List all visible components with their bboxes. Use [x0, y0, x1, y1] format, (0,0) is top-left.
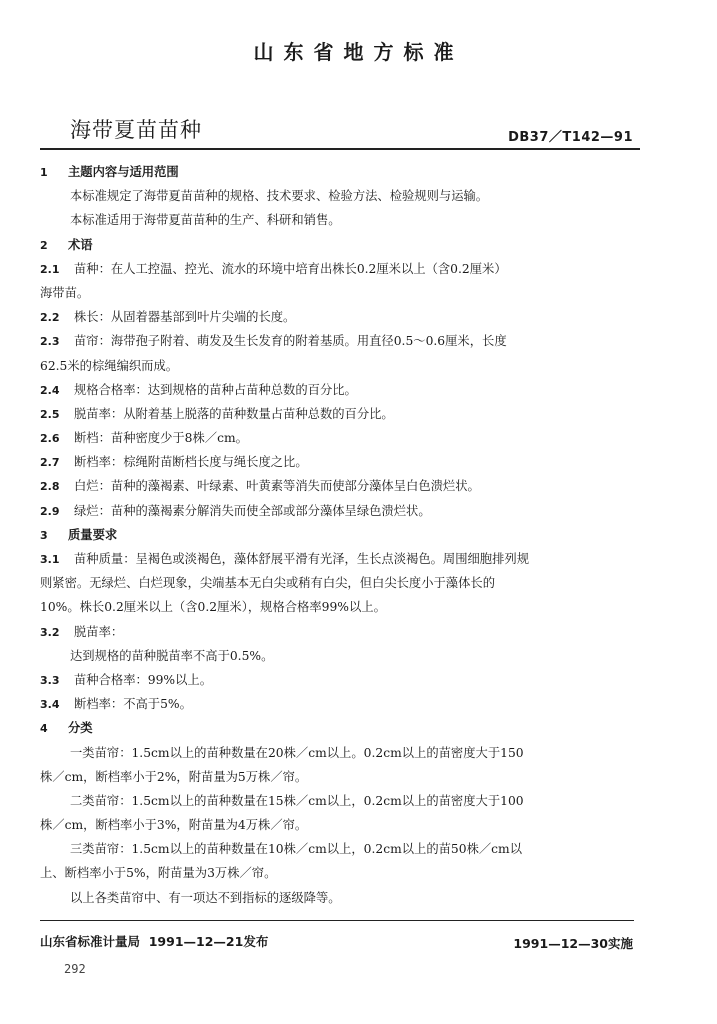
- text-line: 一类苗帘：1.5cm以上的苗种数量在20株／cm以上。0.2cm以上的苗密度大于150: [70, 745, 524, 760]
- page-number: 292: [64, 962, 86, 976]
- text-line: 株／cm，断档率小于3%，附苗量为4万株／帘。: [40, 818, 308, 833]
- top-divider: [40, 148, 640, 150]
- text-line: 二类苗帘：1.5cm以上的苗种数量在15株／cm以上，0.2cm以上的苗密度大于100: [70, 793, 524, 808]
- section-heading: [40, 523, 634, 547]
- text-line: 本标准适用于海带夏苗苗种的生产、科研和销售。: [70, 213, 341, 228]
- clause-text: 断档率：棕绳附苗断档长度与绳长度之比。: [74, 455, 308, 470]
- clause: [40, 692, 634, 716]
- clause-text: 株长：从固着器基部到叶片尖端的长度。: [74, 310, 296, 325]
- clause-text: 苗帘：海带孢子附着、萌发及生长发育的附着基质。用直径0.5～0.6厘米，长度: [74, 334, 507, 349]
- clause-number: 2.8: [40, 480, 60, 494]
- clause: [40, 378, 634, 402]
- implementation-date: 1991—12—30实施: [513, 936, 633, 951]
- clause-number: 2.3: [40, 335, 60, 349]
- issuer: 山东省标准计量局: [40, 934, 141, 949]
- section-heading: [40, 716, 634, 740]
- document-body: [40, 160, 634, 910]
- clause: [40, 402, 634, 426]
- clause: [40, 257, 634, 281]
- section-number: 3: [40, 528, 48, 542]
- clause-number: 2.5: [40, 407, 60, 421]
- clause: [40, 305, 634, 329]
- header-title: 山东省地方标准: [253, 40, 464, 64]
- clause-text: 苗种合格率：99%以上。: [74, 672, 213, 687]
- clause-text: 苗种质量：呈褐色或淡褐色，藻体舒展平滑有光泽，生长点淡褐色。周围细胞排列规: [74, 552, 529, 566]
- clause-number: 2.1: [40, 262, 60, 276]
- clause: [40, 450, 634, 474]
- clause-text: 脱苗率：: [74, 624, 124, 639]
- clause-text: 脱苗率：从附着基上脱落的苗种数量占苗种总数的百分比。: [74, 406, 394, 421]
- clause-number: 2.9: [40, 504, 60, 518]
- clause-number: 3.1: [40, 553, 60, 566]
- text-line: 62.5米的棕绳编织而成。: [40, 358, 179, 373]
- section-number: 2: [40, 238, 48, 252]
- section-number: 4: [40, 722, 48, 736]
- clause-text: 规格合格率：达到规格的苗种占苗种总数的百分比。: [74, 382, 357, 397]
- clause: [40, 474, 634, 498]
- text-line: 则紧密。无绿烂、白烂现象，尖端基本无白尖或稍有白尖，但白尖长度小于藻体长的: [40, 576, 495, 591]
- clause-number: 2.7: [40, 456, 60, 470]
- text-line: 本标准规定了海带夏苗苗种的规格、技术要求、检验方法、检验规则与运输。: [70, 189, 489, 204]
- text-line: 10%。株长0.2厘米以上（含0.2厘米），规格合格率99%以上。: [40, 600, 386, 615]
- clause: [40, 329, 634, 353]
- clause: [40, 499, 634, 523]
- clause-number: 2.4: [40, 383, 60, 397]
- text-line: 三类苗帘：1.5cm以上的苗种数量在10株／cm以上，0.2cm以上的苗50株／cm以: [70, 842, 523, 857]
- bottom-divider: [40, 920, 634, 921]
- section-title: 主题内容与适用范围: [68, 165, 179, 179]
- clause-text: 白烂：苗种的藻褐素、叶绿素、叶黄素等消失而使部分藻体呈白色溃烂状。: [74, 479, 480, 494]
- section-heading: [40, 233, 634, 257]
- clause-text: 断档率：不高于5%。: [74, 697, 192, 712]
- clause-text: 绿烂：苗种的藻褐素分解消失而使全部或部分藻体呈绿色溃烂状。: [74, 503, 431, 518]
- section-heading: [40, 160, 634, 184]
- section-title: 术语: [68, 237, 93, 252]
- text-line: 达到规格的苗种脱苗率不高于0.5%。: [70, 648, 274, 663]
- section-number: 1: [40, 166, 48, 179]
- standard-code: DB37／T142—91: [508, 130, 633, 145]
- clause-number: 2.6: [40, 432, 60, 446]
- text-line: 株／cm，断档率小于2%，附苗量为5万株／帘。: [40, 769, 308, 784]
- clause-number: 3.4: [40, 698, 60, 712]
- text-line: 海带苗。: [40, 285, 90, 300]
- clause-number: 2.2: [40, 311, 60, 325]
- section-title: 分类: [68, 721, 93, 736]
- clause-number: 3.2: [40, 625, 60, 639]
- clause-number: 3.3: [40, 673, 60, 687]
- text-line: 以上各类苗帘中、有一项达不到指标的逐级降等。: [70, 890, 341, 905]
- section-title: 质量要求: [68, 527, 118, 542]
- clause: [40, 620, 634, 644]
- standard-name: 海带夏苗苗种: [70, 118, 202, 142]
- clause: [40, 547, 634, 571]
- footer-issue: [40, 932, 268, 950]
- text-line: 上、断档率小于5%，附苗量为3万株／帘。: [40, 866, 277, 881]
- clause: [40, 668, 634, 692]
- issue-date: 1991—12—21发布: [148, 934, 269, 949]
- clause-text: 苗种：在人工控温、控光、流水的环境中培育出株长0.2厘米以上（含0.2厘米）: [74, 261, 507, 276]
- clause: [40, 426, 634, 450]
- clause-text: 断档：苗种密度少于8株／cm。: [74, 431, 248, 446]
